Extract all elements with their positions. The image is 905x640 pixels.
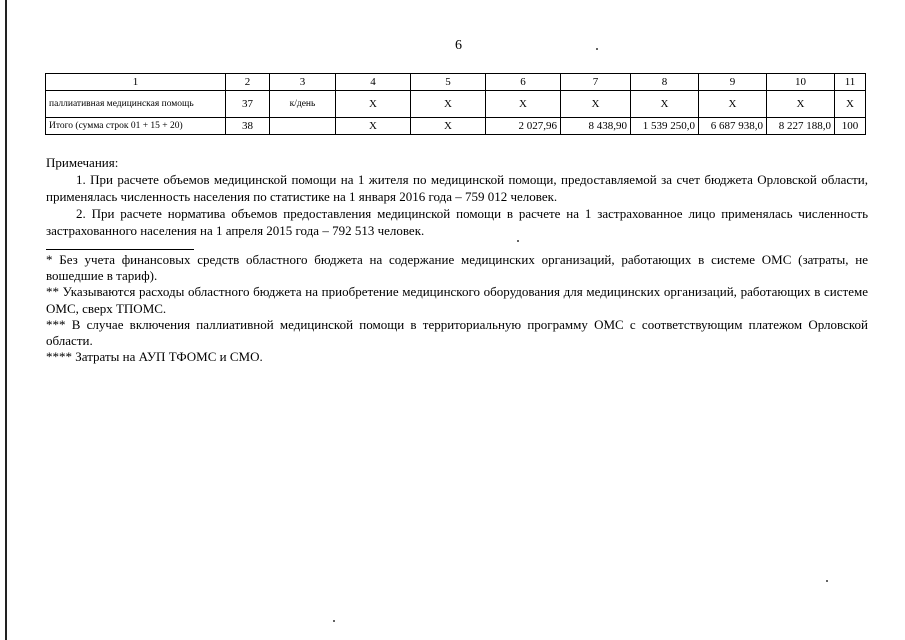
footnote-separator [46,249,194,250]
scan-speck [333,620,335,622]
table-cell: Х [561,91,631,118]
table-cell: Х [767,91,835,118]
table-cell: Х [631,91,699,118]
header-cell: 6 [486,74,561,91]
header-cell: 10 [767,74,835,91]
table-cell: Х [336,91,411,118]
table-row [46,118,866,135]
table-row [46,91,866,118]
notes-heading: Примечания: [46,155,119,170]
table-cell: 6 687 938,0 [699,118,767,135]
scan-speck [517,240,519,242]
table-cell: 8 438,90 [561,118,631,135]
scan-left-edge [5,0,7,640]
table-cell: Х [699,91,767,118]
header-cell: 3 [270,74,336,91]
table-cell: 2 027,96 [486,118,561,135]
table-cell: Х [411,118,486,135]
table-header-row [46,74,866,91]
footnote-item: *** В случае включения паллиативной медицинской помощи в территориальную программу ОМС с соответствующим платежом Орловской области. [46,316,868,349]
header-cell: 1 [46,74,226,91]
table-cell: 100 [835,118,866,135]
header-cell: 5 [411,74,486,91]
header-cell: 9 [699,74,767,91]
data-table [45,73,866,135]
header-cell: 8 [631,74,699,91]
notes-section [46,154,868,239]
table-cell: 1 539 250,0 [631,118,699,135]
table-cell: 8 227 188,0 [767,118,835,135]
footnote-item: **** Затраты на АУП ТФОМС и СМО. [46,349,263,365]
header-cell: 4 [336,74,411,91]
table-cell: к/день [270,91,336,118]
table-cell: Итого (сумма строк 01 + 15 + 20) [46,118,226,135]
table-cell: Х [835,91,866,118]
footnote-item: * Без учета финансовых средств областного бюджета на содержание медицинских организаций, работающих в системе ОМС (затраты, не вошедшие в тариф). [46,252,868,284]
table-cell: Х [486,91,561,118]
header-cell: 11 [835,74,866,91]
footnote-item: ** Указываются расходы областного бюджета на приобретение медицинского оборудования для медицинских организаций, работающих в системе ОМС, сверх ТПОМС. [46,284,868,316]
note-item: 1. При расчете объемов медицинской помощи на 1 жителя по медицинской помощи, предоставляемой за счет бюджета Орловской области, применялась численность населения по статистике на 1 января 2016 года – 759 012 человек. [46,172,868,204]
footnotes-section [46,252,868,365]
scan-speck [826,580,828,582]
table-cell: 38 [226,118,270,135]
header-cell: 7 [561,74,631,91]
header-cell: 2 [226,74,270,91]
table-cell: паллиативная медицинская помощь [46,91,226,118]
scan-speck [596,48,598,50]
table-cell [270,118,336,135]
note-item: 2. При расчете норматива объемов предоставления медицинской помощи в расчете на 1 застрахованное лицо применялась численность застрахованного населения на 1 апреля 2015 года – 792 513 человек. [46,206,868,238]
table-cell: Х [336,118,411,135]
page-number: 6 [455,38,462,53]
table-cell: 37 [226,91,270,118]
table-cell: Х [411,91,486,118]
